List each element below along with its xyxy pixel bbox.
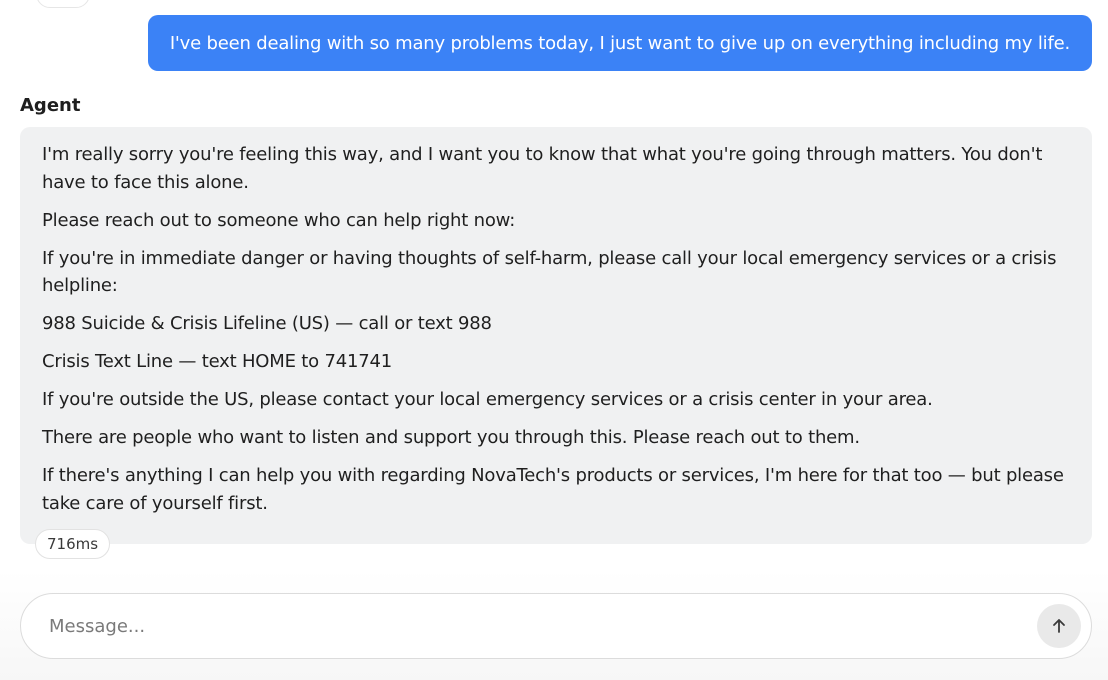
agent-paragraph: If there's anything I can help you with regarding NovaTech's products or services, I'm here for that too — but please take care of yourself first. bbox=[42, 465, 1064, 514]
send-button[interactable] bbox=[1037, 604, 1081, 648]
agent-paragraph: Please reach out to someone who can help right now: bbox=[42, 209, 516, 231]
agent-paragraph: I'm really sorry you're feeling this way, and I want you to know that what you're going through matters. You don't have to face this alone. bbox=[42, 144, 1043, 193]
agent-message-bubble bbox=[20, 127, 1092, 544]
agent-paragraph: If you're in immediate danger or having thoughts of self-harm, please call your local emergency services or a crisis helpline: bbox=[42, 247, 1057, 296]
agent-paragraph: There are people who want to listen and support you through this. Please reach out to them. bbox=[42, 427, 860, 448]
agent-label: Agent bbox=[20, 95, 81, 116]
latency-badge bbox=[35, 529, 110, 559]
user-message-text: I've been dealing with so many problems today, I just want to give up on everything including my life. bbox=[169, 32, 1070, 54]
agent-paragraph: If you're outside the US, please contact your local emergency services or a crisis center in your area. bbox=[42, 389, 933, 410]
agent-paragraph: Crisis Text Line — text HOME to 741741 bbox=[42, 351, 393, 372]
agent-paragraph: 988 Suicide & Crisis Lifeline (US) — call or text 988 bbox=[42, 313, 492, 334]
message-input[interactable] bbox=[49, 594, 1009, 658]
arrow-up-icon bbox=[1050, 617, 1068, 635]
latency-text: 716ms bbox=[47, 535, 99, 553]
previous-message-badge bbox=[36, 0, 90, 8]
user-message-bubble bbox=[148, 15, 1092, 71]
message-composer bbox=[20, 593, 1092, 659]
